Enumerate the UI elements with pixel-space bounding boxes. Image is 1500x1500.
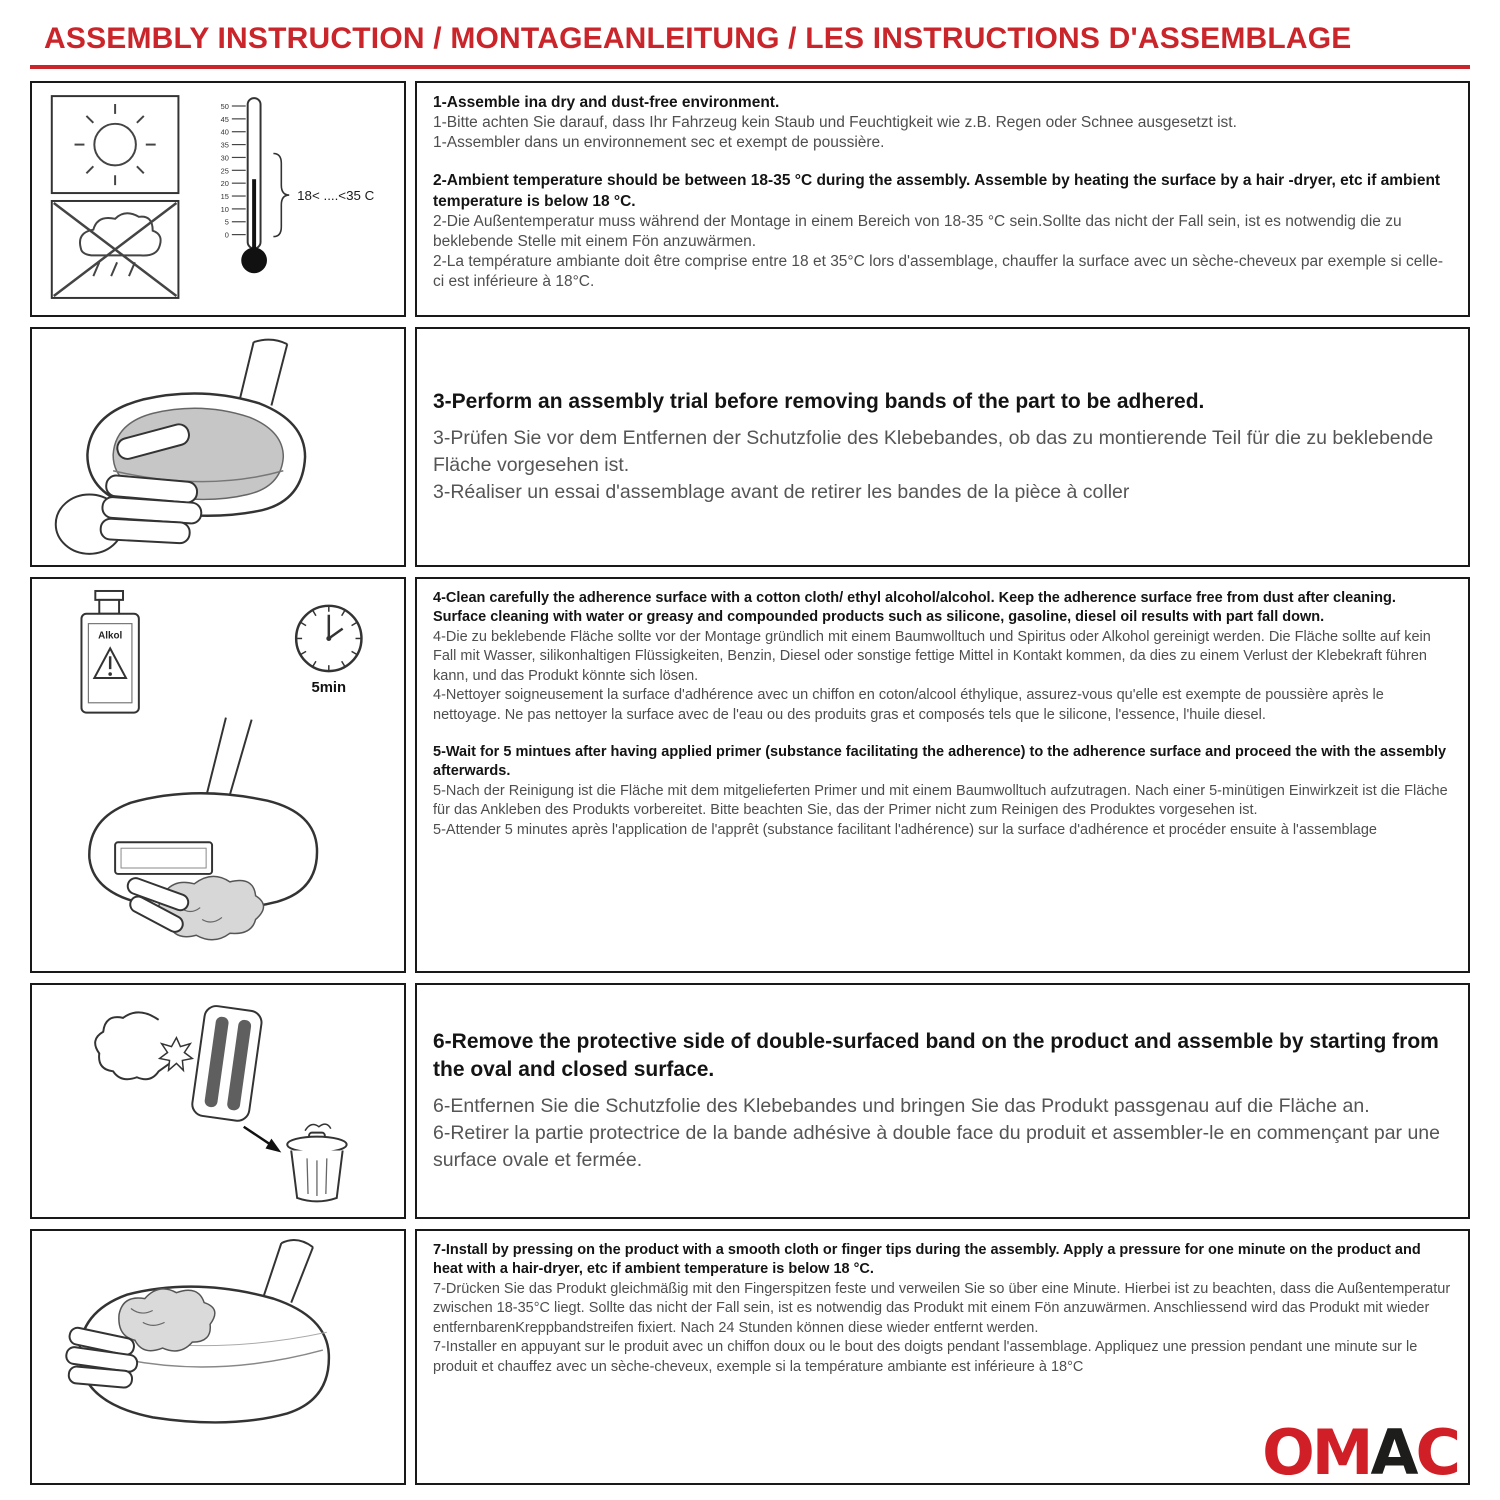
- no-rain-icon: [54, 203, 177, 296]
- step-2-de: 2-Die Außentemperatur muss während der Montage in einem Bereich von 18-35 °C sein.Sollte das nicht der Fall sein, ist es notwendig die zu beklebende Stelle mit einem Fön anzuwärmen.: [433, 212, 1402, 250]
- instruction-box-3: [415, 577, 1470, 973]
- logo-letter-a: A: [1370, 1416, 1416, 1490]
- arrow-icon: [244, 1127, 282, 1153]
- svg-text:40: 40: [220, 127, 229, 137]
- step-7-en: 7-Install by pressing on the product with a smooth cloth or finger tips during the assembly. Apply a pressure for one minute on the product and heat with a hair-dryer, etc if ambient temperature is below 18 °C.: [433, 1242, 1421, 1278]
- step-5-en: 5-Wait for 5 mintues after having applied primer (substance facilitating the adherence) to the adherence surface and proceed the with the assembly afterwards.: [433, 743, 1447, 780]
- illustration-box-3: [30, 577, 406, 973]
- step-5-de: 5-Nach der Reinigung ist die Fläche mit dem mitgelieferten Primer und mit einem Baumwolltuch aufzutragen. Nach einer 5-minütigen Einwirkzeit ist die Fläche für das Ankleben des Produkts vorbereitet. Bitte beachten Sie, das der Primer nicht zum Reinigen des Produktes vorgesehen ist.: [433, 782, 1448, 819]
- svg-text:10: 10: [220, 204, 229, 214]
- step-3-fr: 3-Réaliser un essai d'assemblage avant de retirer les bandes de la pièce à coller: [433, 481, 1130, 504]
- svg-text:25: 25: [220, 166, 229, 176]
- alcohol-bottle-icon: [81, 591, 138, 713]
- logo-letter-c: C: [1415, 1416, 1458, 1490]
- omac-logo: [1262, 1416, 1458, 1490]
- trash-can-icon: [287, 1124, 346, 1201]
- step-7-de: 7-Drücken Sie das Produkt gleichmäßig mit den Fingerspitzen feste und verweilen Sie so über eine Minute. Hierbei ist zu beachten, dass die Außentemperatur zwischen 18-35°C liegt. Sollte das nicht der Fall sein, ist es notwendig das Produkt mit einem Fön anzuwärmen. Anschliessend wird das Produkt mit wieder entfernbarenKreppbandstreifen fixiert. Nach 24 Stunden können diese wieder entfernt werden.: [433, 1280, 1451, 1336]
- logo-letter-m: M: [1311, 1416, 1371, 1490]
- environment-temperature-illustration: [32, 83, 404, 315]
- press-install-illustration: [32, 1230, 404, 1484]
- temperature-range-label: 18< ....<35 C: [297, 187, 375, 203]
- bottle-label: Alkol: [98, 630, 123, 642]
- svg-text:0: 0: [224, 230, 229, 240]
- clock-icon: [296, 606, 361, 671]
- hand-icon: [56, 422, 202, 554]
- logo-letter-o: O: [1262, 1416, 1312, 1490]
- mirror-base-plate: [115, 842, 212, 874]
- step-7-fr: 7-Installer en appuyant sur le produit avec un chiffon doux ou le bout des doigts pendant l'assemblage. Appliquez une pression pendant une minute sur le produit et chauffez avec un sèche-cheveux, exemple si la température ambiante est inférieure à 18°C: [433, 1339, 1418, 1375]
- adhesive-band-part: [191, 1005, 263, 1123]
- instruction-box-4: [415, 983, 1470, 1219]
- svg-text:15: 15: [220, 192, 229, 201]
- step-6-en: 6-Remove the protective side of double-surfaced band on the product and assemble by starting from the oval and closed surface.: [433, 1030, 1439, 1081]
- instruction-box-1: [415, 81, 1470, 317]
- svg-text:45: 45: [220, 114, 229, 124]
- mirror-arm: [206, 718, 252, 797]
- sun-icon: [75, 104, 156, 185]
- mirror-trial-illustration: [32, 329, 404, 565]
- illustration-box-4: [30, 983, 406, 1219]
- hand-icon: [95, 1012, 172, 1079]
- step-row-2: [30, 327, 1470, 567]
- step-4-en: 4-Clean carefully the adherence surface with a cotton cloth/ ethyl alcohol/alcohol. Keep the adherence surface free from dust after cleaning. Surface cleaning with water or greasy and compounded products such as silicone, gasoline, diesel oil results with part fall down.: [433, 590, 1396, 626]
- svg-text:30: 30: [220, 153, 229, 163]
- step-4-de: 4-Die zu beklebende Fläche sollte vor der Montage gründlich mit einem Baumwolltuch und Spiritus oder Alkohol gereinigt werden. Die Fläche sollte auf kein Fall mit Wasser, silikonhaltigen Flüssigkeiten, Benzin, Diesel oder sonstige fettige Mittel in Kontakt kommen, da dies zu einem Verlust der Klebekraft führen kann, und das Produkt könnte sich lösen.: [433, 628, 1431, 684]
- step-1-en: 1-Assemble ina dry and dust-free environment.: [433, 94, 780, 111]
- step-6-de: 6-Entfernen Sie die Schutzfolie des Klebebandes und bringen Sie das Produkt passgenau auf die Fläche an.: [433, 1094, 1370, 1117]
- instruction-box-5: [415, 1229, 1470, 1490]
- thermometer-icon: [221, 98, 375, 273]
- illustration-box-1: [30, 81, 406, 317]
- illustration-box-5: [30, 1229, 406, 1485]
- svg-text:20: 20: [220, 179, 229, 189]
- step-3-en: 3-Perform an assembly trial before removing bands of the part to be adhered.: [433, 389, 1205, 413]
- mirror-arm: [240, 340, 287, 406]
- step-2-en: 2-Ambient temperature should be between 18-35 °C during the assembly. Assemble by heating the surface by a hair -dryer, etc if ambient temperature is below 18 °C.: [433, 172, 1441, 210]
- step-row-1: [30, 81, 1470, 317]
- title-rule: [30, 65, 1470, 69]
- range-brace: [273, 153, 289, 236]
- svg-text:5: 5: [224, 217, 229, 227]
- step-5-fr: 5-Attender 5 minutes après l'application de l'apprêt (substance facilitant l'adhérence) sur la surface d'adhérence et procéder ensuite à l'assemblage: [433, 821, 1378, 838]
- step-row-4: [30, 983, 1470, 1219]
- page-title: ASSEMBLY INSTRUCTION / MONTAGEANLEITUNG / LES INSTRUCTIONS D'ASSEMBLAGE: [44, 22, 1352, 55]
- peel-band-illustration: [32, 985, 404, 1217]
- mirror-arm: [264, 1240, 313, 1303]
- step-1-fr: 1-Assembler dans un environnement sec et exempt de poussière.: [433, 134, 885, 152]
- step-1-de: 1-Bitte achten Sie darauf, dass Ihr Fahrzeug kein Staub und Feuchtigkeit wie z.B. Regen oder Schnee ausgesetzt ist.: [433, 114, 1237, 132]
- step-4-fr: 4-Nettoyer soigneusement la surface d'adhérence avec un chiffon en coton/alcool éthylique, assurez-vous qu'elle est exempte de poussière après le nettoyage. Ne pas nettoyer la surface avec de l'eau ou des produits gras et composés tels que le silicone, l'essence, l'huile diesel.: [433, 687, 1384, 723]
- svg-text:35: 35: [220, 140, 229, 150]
- step-row-3: [30, 577, 1470, 973]
- clock-duration-label: 5min: [311, 679, 347, 696]
- svg-text:50: 50: [220, 101, 229, 111]
- step-2-fr: 2-La température ambiante doit être comprise entre 18 et 35°C lors d'assemblage, chauffer la surface avec un sèche-cheveux par exemple si celle-ci est inférieure à 18°C.: [433, 252, 1444, 291]
- step-3-de: 3-Prüfen Sie vor dem Entfernen der Schutzfolie des Klebebandes, ob das zu montierende Teil für die zu beklebende Fläche vorgesehen ist.: [433, 427, 1434, 477]
- cleaning-illustration: [32, 579, 404, 971]
- step-6-fr: 6-Retirer la partie protectrice de la bande adhésive à double face du produit et assembler-le en commençant par une surface ovale et fermée.: [433, 1121, 1441, 1171]
- thermometer-scale: [221, 102, 229, 240]
- instruction-box-2: [415, 327, 1470, 567]
- step-row-5: [30, 1229, 1470, 1490]
- illustration-box-2: [30, 327, 406, 567]
